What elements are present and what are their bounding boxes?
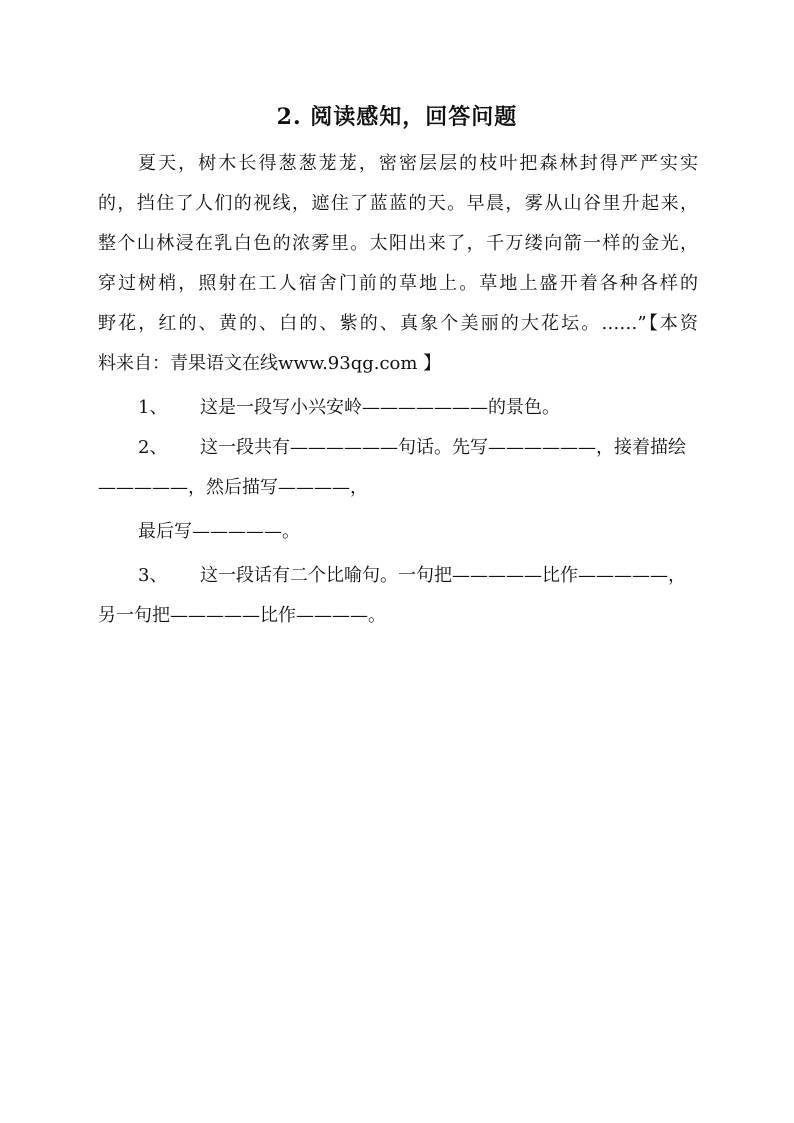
passage-line: 夏天，树木长得葱葱茏茏，密密层层的枝叶把森林封得严严实实 [138,153,698,174]
question-text: 这一段共有——————句话。先写——————，接着描绘 [200,437,686,458]
question-1 [138,388,758,428]
section-heading: 2. 阅读感知，回答问题 [276,104,518,130]
passage-line: 整个山林浸在乳白色的浓雾里。太阳出来了，千万缕向箭一样的金光， [98,233,698,254]
passage-line: 穿过树梢，照射在工人宿舍门前的草地上。草地上盛开着各种各样的 [98,273,698,294]
question-number: 1、 [138,397,168,418]
passage-line: 的，挡住了人们的视线，遮住了蓝蓝的天。早晨，雾从山谷里升起来， [98,193,698,214]
question-text: 这是一段写小兴安岭———————的景色。 [200,397,560,418]
question-number: 3、 [138,565,168,586]
question-2-continued: —————，然后描写————， [98,477,368,498]
question-3-continued: 另一句把—————比作————。 [98,605,386,626]
question-2-last: 最后写—————。 [138,521,300,542]
reading-passage [98,144,698,384]
passage-line: 料来自：青果语文在线www.93qg.com 】 [98,353,442,374]
passage-line: 野花，红的、黄的、白的、紫的、真象个美丽的大花坛。……”【本资 [98,313,698,334]
question-text: 这一段话有二个比喻句。一句把—————比作—————， [200,565,686,586]
question-3 [138,556,758,596]
question-number: 2、 [138,437,168,458]
question-2 [138,428,698,468]
